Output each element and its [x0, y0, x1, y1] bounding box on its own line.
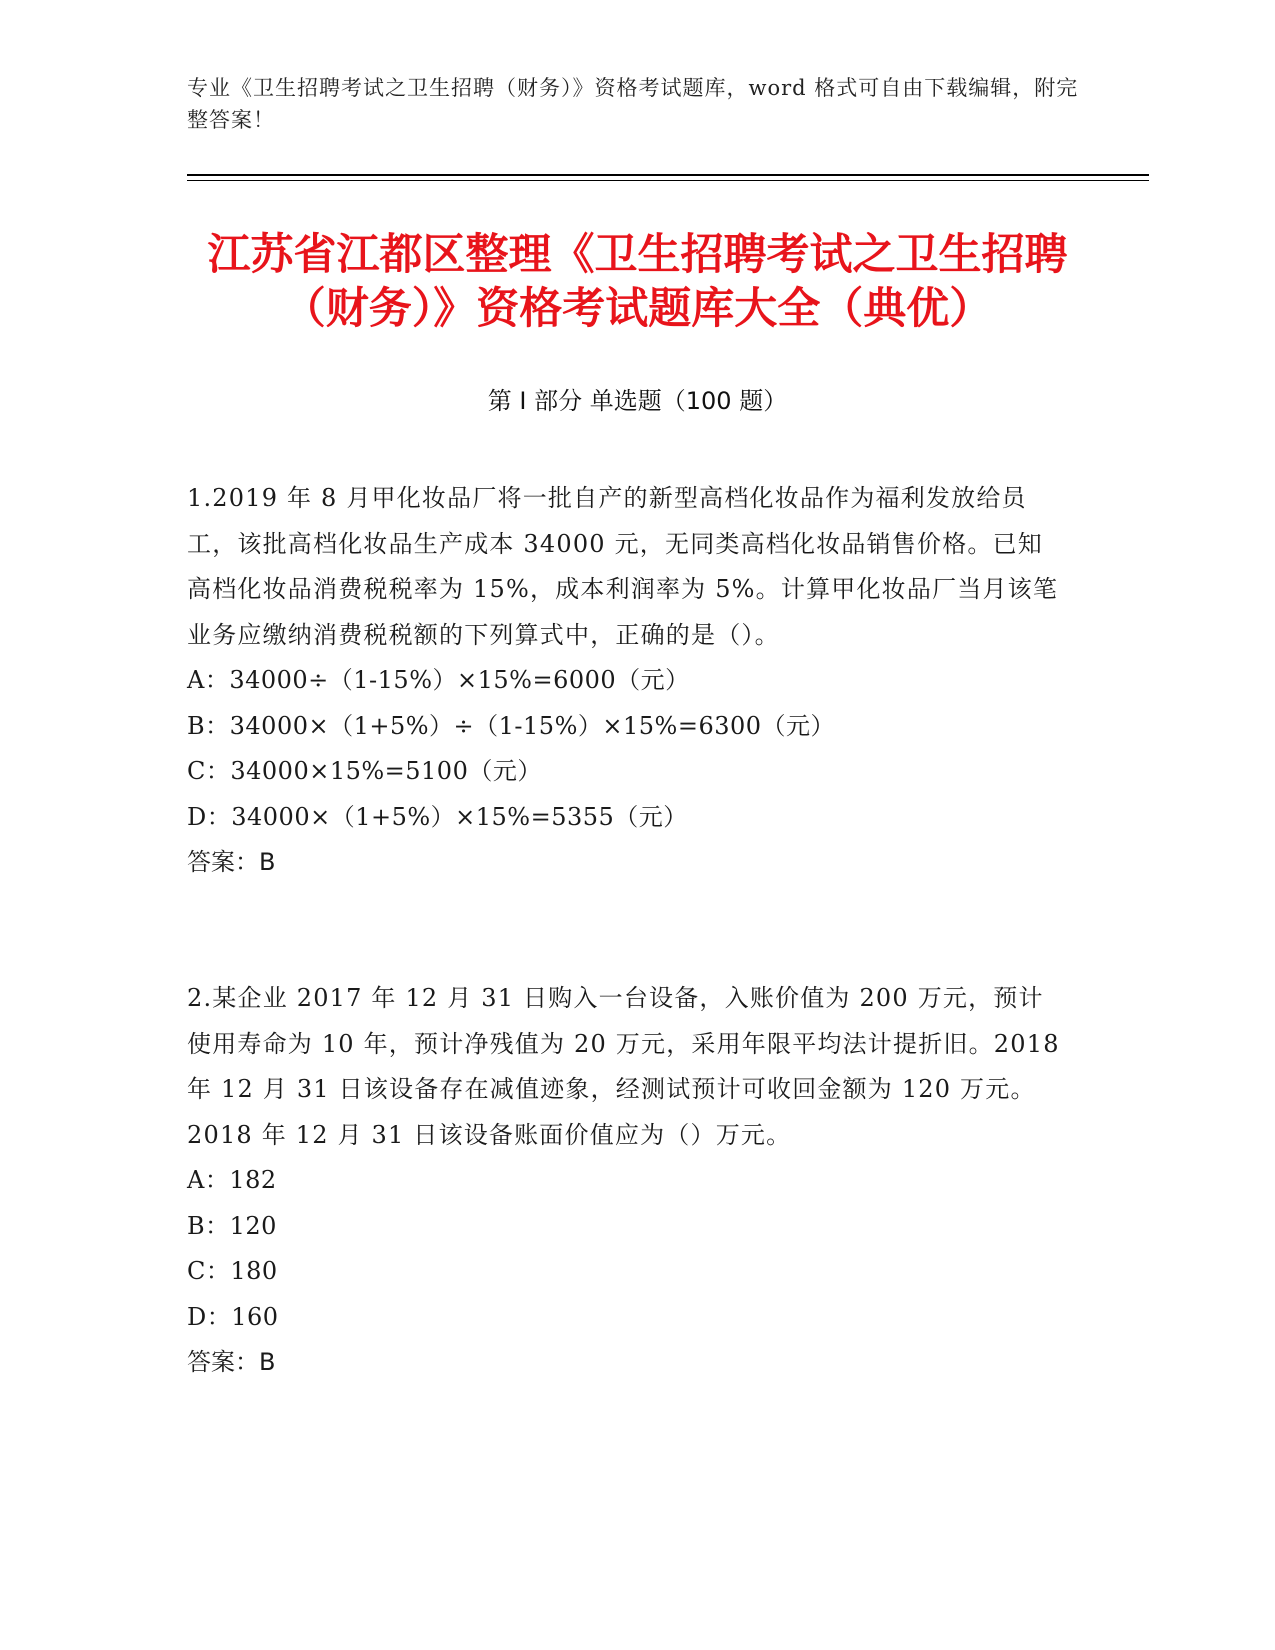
option-c: C：34000×15%=5100（元） [187, 757, 542, 785]
option-c: C：180 [187, 1257, 278, 1285]
header-divider-thin [187, 180, 1149, 181]
answer: 答案：B [187, 848, 276, 876]
option-a: A：182 [187, 1166, 277, 1194]
option-b: B：34000×（1+5%）÷（1-15%）×15%=6300（元） [187, 711, 836, 740]
document-title: 江苏省江都区整理《卫生招聘考试之卫生招聘（财务）》资格考试题库大全（典优） [207, 230, 1068, 334]
option-d: D：34000×（1+5%）×15%=5355（元） [187, 802, 688, 831]
option-a: A：34000÷（1-15%）×15%=6000（元） [187, 666, 690, 694]
document-header-note: 专业《卫生招聘考试之卫生招聘（财务）》资格考试题库，word 格式可自由下载编辑，附完整答案！ [187, 76, 1079, 132]
option-b: B：120 [187, 1211, 277, 1240]
question-stem: 2.某企业 2017 年 12 月 31 日购入一台设备，入账价值为 200 万元，预计使用寿命为 10 年，预计净残值为 20 万元，采用年限平均法计提折旧。2018 年 12 月 31 日该设备存在减值迹象，经测试预计可收回金额为 120 万元。2018 年 12 月 31 日该设备账面价值应为（）万元。 [187, 984, 1060, 1149]
question-stem: 1.2019 年 8 月甲化妆品厂将一批自产的新型高档化妆品作为福利发放给员工，该批高档化妆品生产成本 34000 元，无同类高档化妆品销售价格。已知高档化妆品消费税税率为 15%，成本利润率为 5%。计算甲化妆品厂当月该笔业务应缴纳消费税税额的下列算式中，正确的是（）。 [187, 484, 1059, 649]
answer: 答案：B [187, 1348, 276, 1376]
section-heading: 第 I 部分 单选题（100 题） [487, 387, 788, 415]
question-1 [187, 476, 1067, 886]
header-divider-thick [187, 174, 1149, 176]
option-d: D：160 [187, 1302, 279, 1331]
question-2 [187, 976, 1067, 1386]
